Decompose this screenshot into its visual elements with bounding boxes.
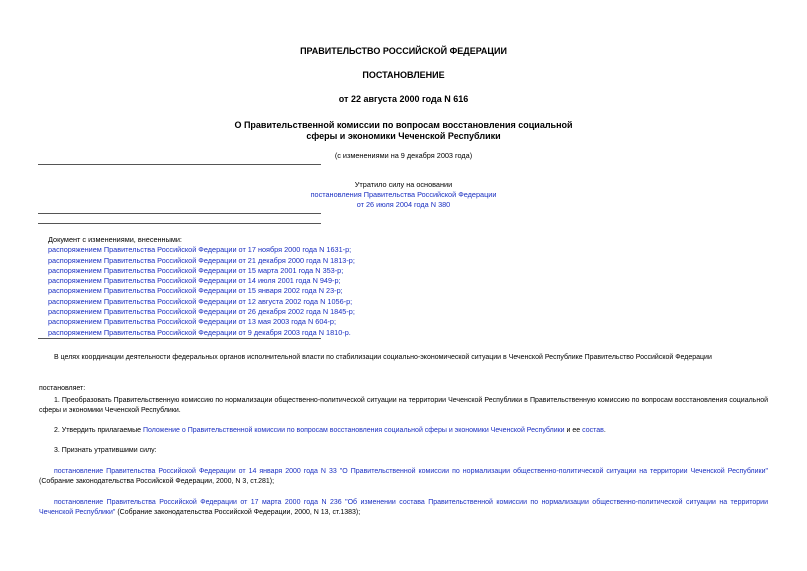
repealed-act-1-source: (Собрание законодательства Российской Федерации, 2000, N 3, ст.281); [39,478,275,486]
repeal-decree-link[interactable]: постановления Правительства Российской Федерации [310,190,497,199]
composition-link[interactable]: состав [582,427,604,434]
divider [38,338,321,339]
amendment-note: (с изменениями на 9 декабря 2003 года) [334,151,473,160]
amendments-heading: Документ с изменениями, внесенными: [48,235,182,244]
repealed-act-1 [39,467,768,488]
amendment-link[interactable]: распоряжением Правительства Российской Федерации от 13 мая 2003 года N 604-р; [48,317,336,327]
repealed-act-1-link[interactable]: постановление Правительства Российской Федерации от 14 января 2000 года N 33 "О Правительственной комиссии по нормализации общественно-политической ситуации на территории Чеченской Республики" [54,468,768,475]
divider [38,164,321,165]
divider [38,213,321,214]
preamble: В целях координации деятельности федеральных органов исполнительной власти по стабилизации социально-экономической ситуации в Чеченской Республике Правительство Российской Федерации [54,354,712,361]
repealed-act-2-source: (Собрание законодательства Российской Федерации, 2000, N 13, ст.1383); [115,509,361,517]
paragraph-3: 3. Признать утратившими силу: [54,447,157,454]
regulation-link[interactable]: Положение о Правительственной комиссии по вопросам восстановления социальной сферы и экономики Чеченской Республики [142,427,565,434]
amendment-link[interactable]: распоряжением Правительства Российской Федерации от 9 декабря 2003 года N 1810-р. [48,327,351,337]
repealed-act-2-link[interactable]: постановление Правительства Российской Федерации от 17 марта 2000 года N 236 "Об изменении состава Правительственной комиссии по нормализации общественно-политической ситуации на территории Чеченской Республики" [39,499,768,517]
document-date-number: от 22 августа 2000 года N 616 [338,94,469,104]
paragraph-2-text: 2. Утвердить прилагаемые [54,427,143,434]
document-title-line-1: О Правительственной комиссии по вопросам восстановления социальной [234,120,573,130]
document-title-line-2: сферы и экономики Чеченской Республики [306,131,501,141]
resolves-word: постановляет: [39,385,86,392]
amendment-link[interactable]: распоряжением Правительства Российской Федерации от 15 января 2002 года N 23-р; [48,286,343,296]
amendments-block [48,235,548,338]
document-type: ПОСТАНОВЛЕНИЕ [362,70,445,80]
amendment-link[interactable]: распоряжением Правительства Российской Федерации от 15 марта 2001 года N 353-р; [48,265,344,275]
repeal-decree-date-link[interactable]: от 26 июля 2004 года N 380 [356,200,451,209]
issuing-authority: ПРАВИТЕЛЬСТВО РОССИЙСКОЙ ФЕДЕРАЦИИ [300,46,507,56]
amendment-link[interactable]: распоряжением Правительства Российской Федерации от 14 июля 2001 года N 949-р; [48,276,341,286]
paragraph-2 [54,427,768,434]
paragraph-1: 1. Преобразовать Правительственную комиссию по нормализации общественно-политической ситуации на территории Чеченской Республики в Правительственную комиссию по вопросам восстановления социальной сферы и экономики Чеченской Республики. [39,397,768,415]
repeal-notice: Утратило силу на основании [354,180,453,189]
amendment-link[interactable]: распоряжением Правительства Российской Федерации от 17 ноября 2000 года N 1631-р; [48,245,352,255]
amendment-link[interactable]: распоряжением Правительства Российской Федерации от 21 декабря 2000 года N 1813-р; [48,255,355,265]
divider [38,223,321,224]
paragraph-2-text: и ее [564,427,583,434]
repealed-act-2 [39,498,768,519]
amendment-link[interactable]: распоряжением Правительства Российской Федерации от 12 августа 2002 года N 1056-р; [48,296,353,306]
amendment-link[interactable]: распоряжением Правительства Российской Федерации от 26 декабря 2002 года N 1845-р; [48,307,355,317]
paragraph-2-text: . [603,427,606,434]
